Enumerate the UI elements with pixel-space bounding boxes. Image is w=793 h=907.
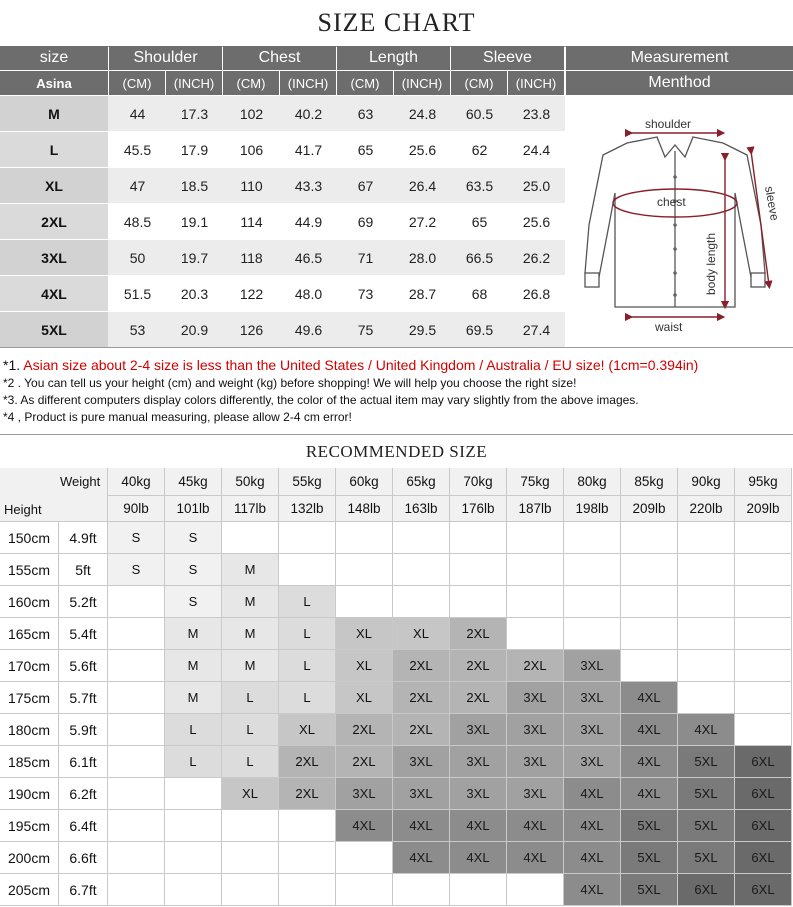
weight-lb-header: 101lb bbox=[165, 496, 222, 522]
empty-cell bbox=[108, 874, 165, 906]
size-recommendation-cell: S bbox=[165, 586, 222, 618]
weight-lb-header: 209lb bbox=[735, 496, 792, 522]
empty-cell bbox=[222, 842, 279, 874]
size-recommendation-cell: M bbox=[222, 618, 279, 650]
size-recommendation-cell: XL bbox=[279, 714, 336, 746]
size-recommendation-cell: 3XL bbox=[336, 778, 393, 810]
height-cm-label: 175cm bbox=[0, 682, 59, 714]
size-value: 26.8 bbox=[522, 285, 551, 302]
empty-cell bbox=[564, 554, 621, 586]
size-recommendation-cell: 2XL bbox=[393, 650, 450, 682]
weight-kg-header: 70kg bbox=[450, 468, 507, 496]
size-recommendation-cell: 2XL bbox=[450, 618, 507, 650]
empty-cell bbox=[735, 682, 792, 714]
size-row bbox=[0, 240, 565, 275]
diagram-label-waist: waist bbox=[655, 320, 683, 334]
empty-cell bbox=[450, 554, 507, 586]
empty-cell bbox=[450, 522, 507, 554]
size-value: 65 bbox=[471, 213, 488, 230]
size-recommendation-cell: 4XL bbox=[507, 810, 564, 842]
measurement-header-line1: Measurement bbox=[566, 46, 793, 70]
height-cm-label: 195cm bbox=[0, 810, 59, 842]
size-recommendation-cell: 6XL bbox=[735, 810, 792, 842]
size-value: 48.5 bbox=[123, 213, 152, 230]
size-row bbox=[0, 276, 565, 311]
size-value: 18.5 bbox=[180, 177, 209, 194]
size-value: 26.2 bbox=[522, 249, 551, 266]
size-recommendation-cell: 5XL bbox=[678, 746, 735, 778]
size-value: 53 bbox=[129, 321, 146, 338]
size-recommendation-cell: 4XL bbox=[678, 714, 735, 746]
empty-cell bbox=[336, 522, 393, 554]
empty-cell bbox=[279, 554, 336, 586]
recommended-size-grid bbox=[0, 468, 793, 907]
height-ft-label: 4.9ft bbox=[59, 522, 108, 554]
size-value: 71 bbox=[357, 249, 374, 266]
length-header: Length bbox=[337, 46, 450, 70]
weight-axis-label: Weight bbox=[60, 474, 101, 489]
empty-cell bbox=[735, 586, 792, 618]
empty-cell bbox=[507, 874, 564, 906]
size-value: 26.4 bbox=[408, 177, 437, 194]
size-recommendation-cell: 3XL bbox=[507, 778, 564, 810]
empty-cell bbox=[336, 842, 393, 874]
unit-shoulder-cm: (CM) bbox=[109, 71, 165, 95]
size-value: 28.7 bbox=[408, 285, 437, 302]
region-label: Asina bbox=[0, 71, 108, 95]
size-value: 126 bbox=[239, 321, 264, 338]
size-value: 27.4 bbox=[522, 321, 551, 338]
diagram-label-sleeve: sleeve bbox=[762, 185, 782, 222]
diagram-label-chest: chest bbox=[657, 195, 686, 209]
size-value: 20.9 bbox=[180, 321, 209, 338]
weight-lb-header: 209lb bbox=[621, 496, 678, 522]
size-recommendation-cell: 2XL bbox=[393, 682, 450, 714]
size-recommendation-cell: 2XL bbox=[279, 778, 336, 810]
size-recommendation-cell: 3XL bbox=[564, 650, 621, 682]
weight-lb-header: 117lb bbox=[222, 496, 279, 522]
size-value: 20.3 bbox=[180, 285, 209, 302]
size-value: 118 bbox=[240, 249, 263, 266]
empty-cell bbox=[678, 650, 735, 682]
empty-cell bbox=[621, 618, 678, 650]
empty-cell bbox=[108, 586, 165, 618]
weight-lb-header: 220lb bbox=[678, 496, 735, 522]
size-value: 44.9 bbox=[294, 213, 323, 230]
unit-sleeve-cm: (CM) bbox=[451, 71, 507, 95]
shirt-diagram-icon bbox=[565, 95, 793, 346]
size-recommendation-cell: 4XL bbox=[336, 810, 393, 842]
chest-header: Chest bbox=[223, 46, 336, 70]
height-ft-label: 6.1ft bbox=[59, 746, 108, 778]
note-1 bbox=[3, 357, 698, 373]
empty-cell bbox=[108, 682, 165, 714]
size-recommendation-cell: XL bbox=[393, 618, 450, 650]
size-value: 66.5 bbox=[465, 249, 494, 266]
empty-cell bbox=[165, 874, 222, 906]
height-cm-label: 205cm bbox=[0, 874, 59, 906]
unit-shoulder-inch: (INCH) bbox=[166, 71, 222, 95]
unit-sleeve-inch: (INCH) bbox=[508, 71, 564, 95]
size-recommendation-cell: L bbox=[279, 618, 336, 650]
weight-kg-header: 85kg bbox=[621, 468, 678, 496]
empty-cell bbox=[678, 682, 735, 714]
size-recommendation-cell: 5XL bbox=[678, 778, 735, 810]
empty-cell bbox=[108, 778, 165, 810]
height-ft-label: 6.7ft bbox=[59, 874, 108, 906]
size-value: 40.2 bbox=[294, 105, 323, 122]
size-recommendation-cell: 2XL bbox=[450, 650, 507, 682]
height-cm-label: 190cm bbox=[0, 778, 59, 810]
size-recommendation-cell: M bbox=[165, 618, 222, 650]
size-recommendation-cell: 3XL bbox=[507, 682, 564, 714]
size-recommendation-cell: S bbox=[165, 554, 222, 586]
size-recommendation-cell: L bbox=[279, 650, 336, 682]
size-recommendation-cell: M bbox=[222, 586, 279, 618]
empty-cell bbox=[165, 810, 222, 842]
empty-cell bbox=[222, 874, 279, 906]
weight-lb-header: 148lb bbox=[336, 496, 393, 522]
size-recommendation-cell: S bbox=[108, 554, 165, 586]
size-value: 63 bbox=[357, 105, 374, 122]
size-recommendation-cell: 3XL bbox=[450, 746, 507, 778]
weight-lb-header: 163lb bbox=[393, 496, 450, 522]
size-recommendation-cell: 6XL bbox=[735, 842, 792, 874]
empty-cell bbox=[393, 586, 450, 618]
empty-cell bbox=[735, 714, 792, 746]
empty-cell bbox=[336, 874, 393, 906]
size-recommendation-cell: 2XL bbox=[279, 746, 336, 778]
weight-kg-header: 40kg bbox=[108, 468, 165, 496]
weight-lb-header: 176lb bbox=[450, 496, 507, 522]
height-cm-label: 200cm bbox=[0, 842, 59, 874]
size-recommendation-cell: 4XL bbox=[450, 810, 507, 842]
size-value: 114 bbox=[240, 213, 263, 230]
size-recommendation-cell: L bbox=[222, 714, 279, 746]
empty-cell bbox=[279, 810, 336, 842]
size-value: 69.5 bbox=[465, 321, 494, 338]
empty-cell bbox=[678, 586, 735, 618]
height-ft-label: 5.4ft bbox=[59, 618, 108, 650]
size-value: 102 bbox=[239, 105, 264, 122]
size-recommendation-cell: 3XL bbox=[450, 714, 507, 746]
weight-kg-header: 60kg bbox=[336, 468, 393, 496]
unit-chest-cm: (CM) bbox=[223, 71, 279, 95]
size-recommendation-cell: 4XL bbox=[621, 682, 678, 714]
size-recommendation-cell: 5XL bbox=[678, 810, 735, 842]
empty-cell bbox=[678, 554, 735, 586]
size-recommendation-cell: 4XL bbox=[621, 778, 678, 810]
size-value: 45.5 bbox=[123, 141, 152, 158]
empty-cell bbox=[450, 874, 507, 906]
empty-cell bbox=[735, 618, 792, 650]
empty-cell bbox=[735, 650, 792, 682]
size-value: 69 bbox=[357, 213, 374, 230]
size-recommendation-cell: M bbox=[165, 682, 222, 714]
empty-cell bbox=[564, 522, 621, 554]
size-recommendation-cell: L bbox=[222, 682, 279, 714]
shirt-measurement-diagram bbox=[565, 95, 793, 346]
weight-lb-header: 90lb bbox=[108, 496, 165, 522]
size-value: 62 bbox=[471, 141, 488, 158]
empty-cell bbox=[279, 874, 336, 906]
empty-cell bbox=[279, 842, 336, 874]
empty-cell bbox=[222, 522, 279, 554]
height-ft-label: 5.6ft bbox=[59, 650, 108, 682]
size-value: 47 bbox=[129, 177, 146, 194]
size-recommendation-cell: 4XL bbox=[393, 810, 450, 842]
size-recommendation-cell: S bbox=[108, 522, 165, 554]
height-cm-label: 180cm bbox=[0, 714, 59, 746]
empty-cell bbox=[621, 522, 678, 554]
weight-kg-header: 55kg bbox=[279, 468, 336, 496]
size-row bbox=[0, 132, 565, 167]
weight-kg-header: 90kg bbox=[678, 468, 735, 496]
size-row bbox=[0, 168, 565, 203]
height-ft-label: 5ft bbox=[59, 554, 108, 586]
size-value: 25.6 bbox=[522, 213, 551, 230]
empty-cell bbox=[108, 618, 165, 650]
weight-lb-header: 132lb bbox=[279, 496, 336, 522]
weight-lb-header: 187lb bbox=[507, 496, 564, 522]
size-label: M bbox=[0, 96, 108, 131]
size-recommendation-cell: 4XL bbox=[564, 810, 621, 842]
size-recommendation-cell: XL bbox=[336, 618, 393, 650]
unit-chest-inch: (INCH) bbox=[280, 71, 336, 95]
size-label: 4XL bbox=[0, 276, 108, 311]
height-ft-label: 5.2ft bbox=[59, 586, 108, 618]
empty-cell bbox=[336, 554, 393, 586]
note-2: *2 . You can tell us your height (cm) and weight (kg) before shopping! We will help you choose the right size! bbox=[3, 376, 577, 390]
size-recommendation-cell: 2XL bbox=[336, 714, 393, 746]
size-value: 68 bbox=[471, 285, 488, 302]
height-ft-label: 5.9ft bbox=[59, 714, 108, 746]
recommended-size-title: RECOMMENDED SIZE bbox=[305, 442, 488, 461]
size-value: 122 bbox=[239, 285, 264, 302]
empty-cell bbox=[735, 554, 792, 586]
weight-kg-header: 50kg bbox=[222, 468, 279, 496]
empty-cell bbox=[678, 618, 735, 650]
size-recommendation-cell: L bbox=[165, 714, 222, 746]
height-cm-label: 150cm bbox=[0, 522, 59, 554]
sleeve-header: Sleeve bbox=[451, 46, 564, 70]
empty-cell bbox=[621, 650, 678, 682]
size-recommendation-cell: 5XL bbox=[621, 874, 678, 906]
size-recommendation-cell: 6XL bbox=[735, 874, 792, 906]
size-recommendation-cell: XL bbox=[222, 778, 279, 810]
size-recommendation-cell: 4XL bbox=[393, 842, 450, 874]
empty-cell bbox=[108, 650, 165, 682]
size-value: 28.0 bbox=[408, 249, 437, 266]
empty-cell bbox=[222, 810, 279, 842]
size-recommendation-cell: M bbox=[222, 554, 279, 586]
size-value: 41.7 bbox=[294, 141, 323, 158]
empty-cell bbox=[507, 586, 564, 618]
height-axis-label: Height bbox=[4, 502, 42, 517]
size-value: 67 bbox=[357, 177, 374, 194]
size-recommendation-cell: 2XL bbox=[336, 746, 393, 778]
size-value: 24.4 bbox=[522, 141, 551, 158]
size-chart-title: SIZE CHART bbox=[0, 0, 793, 47]
size-recommendation-cell: 5XL bbox=[621, 810, 678, 842]
size-recommendation-cell: 5XL bbox=[678, 842, 735, 874]
empty-cell bbox=[507, 522, 564, 554]
size-value: 49.6 bbox=[294, 321, 323, 338]
weight-kg-header: 65kg bbox=[393, 468, 450, 496]
height-ft-label: 6.6ft bbox=[59, 842, 108, 874]
size-recommendation-cell: 4XL bbox=[621, 714, 678, 746]
size-column-header: size bbox=[0, 46, 108, 70]
size-label: L bbox=[0, 132, 108, 167]
size-recommendation-cell: 3XL bbox=[564, 714, 621, 746]
empty-cell bbox=[165, 842, 222, 874]
size-value: 19.1 bbox=[180, 213, 209, 230]
size-recommendation-cell: 3XL bbox=[507, 746, 564, 778]
size-recommendation-cell: M bbox=[222, 650, 279, 682]
size-value: 25.6 bbox=[408, 141, 437, 158]
size-recommendation-cell: 2XL bbox=[450, 682, 507, 714]
empty-cell bbox=[507, 618, 564, 650]
size-value: 73 bbox=[357, 285, 374, 302]
size-recommendation-cell: S bbox=[165, 522, 222, 554]
weight-kg-header: 95kg bbox=[735, 468, 792, 496]
size-recommendation-cell: 4XL bbox=[621, 746, 678, 778]
size-recommendation-cell: 3XL bbox=[393, 778, 450, 810]
size-recommendation-cell: XL bbox=[336, 650, 393, 682]
size-value: 48.0 bbox=[294, 285, 323, 302]
height-cm-label: 185cm bbox=[0, 746, 59, 778]
size-value: 24.8 bbox=[408, 105, 437, 122]
size-value: 23.8 bbox=[522, 105, 551, 122]
size-value: 27.2 bbox=[408, 213, 437, 230]
size-label: 5XL bbox=[0, 312, 108, 347]
size-recommendation-cell: 6XL bbox=[735, 778, 792, 810]
empty-cell bbox=[564, 618, 621, 650]
size-value: 106 bbox=[239, 141, 264, 158]
size-recommendation-cell: M bbox=[165, 650, 222, 682]
size-recommendation-cell: 3XL bbox=[393, 746, 450, 778]
size-value: 51.5 bbox=[123, 285, 152, 302]
empty-cell bbox=[336, 586, 393, 618]
empty-cell bbox=[165, 778, 222, 810]
empty-cell bbox=[108, 714, 165, 746]
size-value: 29.5 bbox=[408, 321, 437, 338]
size-recommendation-cell: 4XL bbox=[507, 842, 564, 874]
weight-kg-header: 80kg bbox=[564, 468, 621, 496]
empty-cell bbox=[393, 522, 450, 554]
diagram-label-body-length: body length bbox=[704, 232, 718, 295]
size-recommendation-cell: L bbox=[165, 746, 222, 778]
weight-lb-header: 198lb bbox=[564, 496, 621, 522]
size-recommendation-cell: L bbox=[279, 682, 336, 714]
size-recommendation-cell: 4XL bbox=[564, 842, 621, 874]
shoulder-header: Shoulder bbox=[109, 46, 222, 70]
height-ft-label: 6.4ft bbox=[59, 810, 108, 842]
size-row bbox=[0, 96, 565, 131]
size-recommendation-cell: 5XL bbox=[621, 842, 678, 874]
weight-kg-header: 45kg bbox=[165, 468, 222, 496]
weight-kg-header: 75kg bbox=[507, 468, 564, 496]
size-recommendation-cell: 3XL bbox=[507, 714, 564, 746]
size-recommendation-cell: XL bbox=[336, 682, 393, 714]
empty-cell bbox=[450, 586, 507, 618]
size-recommendation-cell: 3XL bbox=[450, 778, 507, 810]
size-label: XL bbox=[0, 168, 108, 203]
note-4: *4 , Product is pure manual measuring, please allow 2-4 cm error! bbox=[3, 410, 352, 424]
empty-cell bbox=[678, 522, 735, 554]
size-value: 19.7 bbox=[180, 249, 209, 266]
size-value: 63.5 bbox=[465, 177, 494, 194]
size-recommendation-cell: 2XL bbox=[507, 650, 564, 682]
size-value: 43.3 bbox=[294, 177, 323, 194]
height-cm-label: 165cm bbox=[0, 618, 59, 650]
unit-length-cm: (CM) bbox=[337, 71, 393, 95]
unit-length-inch: (INCH) bbox=[394, 71, 450, 95]
empty-cell bbox=[279, 522, 336, 554]
size-recommendation-cell: L bbox=[222, 746, 279, 778]
empty-cell bbox=[393, 874, 450, 906]
height-cm-label: 155cm bbox=[0, 554, 59, 586]
size-value: 110 bbox=[240, 177, 263, 194]
note-3: *3. As different computers display colors differently, the color of the actual item may vary slightly from the above images. bbox=[3, 393, 639, 407]
notes-section bbox=[0, 347, 793, 435]
note-1-prefix: *1. bbox=[3, 357, 24, 373]
size-recommendation-cell: 3XL bbox=[564, 682, 621, 714]
size-value: 60.5 bbox=[465, 105, 494, 122]
size-recommendation-cell: 6XL bbox=[678, 874, 735, 906]
size-recommendation-cell: 2XL bbox=[393, 714, 450, 746]
height-ft-label: 6.2ft bbox=[59, 778, 108, 810]
size-value: 17.9 bbox=[180, 141, 209, 158]
size-recommendation-cell: 4XL bbox=[564, 874, 621, 906]
size-value: 65 bbox=[357, 141, 374, 158]
height-ft-label: 5.7ft bbox=[59, 682, 108, 714]
size-value: 46.5 bbox=[294, 249, 323, 266]
size-value: 25.0 bbox=[522, 177, 551, 194]
size-recommendation-cell: 4XL bbox=[564, 778, 621, 810]
empty-cell bbox=[108, 746, 165, 778]
empty-cell bbox=[108, 842, 165, 874]
size-label: 3XL bbox=[0, 240, 108, 275]
empty-cell bbox=[507, 554, 564, 586]
measurement-header-line2: Menthod bbox=[566, 71, 793, 95]
empty-cell bbox=[393, 554, 450, 586]
size-value: 75 bbox=[357, 321, 374, 338]
size-row bbox=[0, 312, 565, 347]
height-cm-label: 160cm bbox=[0, 586, 59, 618]
empty-cell bbox=[108, 810, 165, 842]
size-recommendation-cell: L bbox=[279, 586, 336, 618]
size-row bbox=[0, 204, 565, 239]
note-1-warning: Asian size about 2-4 size is less than the United States / United Kingdom / Australia / EU size! (1cm=0.394in) bbox=[23, 357, 699, 373]
size-recommendation-cell: 4XL bbox=[450, 842, 507, 874]
size-value: 44 bbox=[129, 105, 146, 122]
size-recommendation-cell: 6XL bbox=[735, 746, 792, 778]
size-recommendation-cell: 3XL bbox=[564, 746, 621, 778]
empty-cell bbox=[621, 554, 678, 586]
height-cm-label: 170cm bbox=[0, 650, 59, 682]
size-value: 50 bbox=[129, 249, 146, 266]
diagram-label-shoulder: shoulder bbox=[645, 117, 692, 131]
empty-cell bbox=[621, 586, 678, 618]
size-label: 2XL bbox=[0, 204, 108, 239]
empty-cell bbox=[735, 522, 792, 554]
empty-cell bbox=[564, 586, 621, 618]
size-value: 17.3 bbox=[180, 105, 209, 122]
